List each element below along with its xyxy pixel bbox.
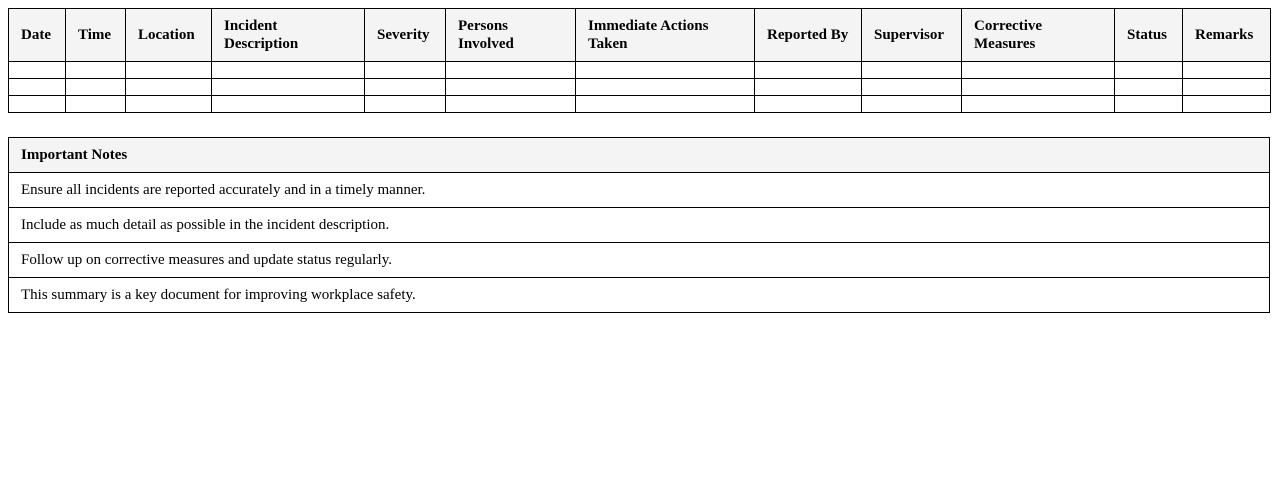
- incident-table: [8, 8, 1271, 113]
- table-cell: [755, 79, 862, 96]
- table-cell: [862, 79, 962, 96]
- table-cell: [755, 62, 862, 79]
- table-cell: [126, 79, 212, 96]
- table-cell: [446, 96, 576, 113]
- table-cell: [962, 96, 1115, 113]
- table-row: [9, 96, 1271, 113]
- table-cell: [1183, 79, 1271, 96]
- table-cell: [212, 96, 365, 113]
- table-cell: [446, 62, 576, 79]
- header-reported-by: Reported By: [755, 9, 862, 62]
- table-cell: [446, 79, 576, 96]
- notes-table: [8, 137, 1270, 313]
- table-cell: [576, 79, 755, 96]
- table-cell: [9, 62, 66, 79]
- header-immediate-actions: Immediate Actions Taken: [576, 9, 755, 62]
- table-cell: [862, 62, 962, 79]
- header-persons-involved: Persons Involved: [446, 9, 576, 62]
- table-cell: [1183, 96, 1271, 113]
- table-cell: [576, 62, 755, 79]
- note-item: This summary is a key document for improving workplace safety.: [9, 278, 1270, 313]
- table-cell: [576, 96, 755, 113]
- table-cell: [66, 62, 126, 79]
- notes-title: Important Notes: [9, 138, 1270, 173]
- table-cell: [66, 96, 126, 113]
- table-cell: [365, 96, 446, 113]
- table-row: [9, 79, 1271, 96]
- table-cell: [126, 62, 212, 79]
- header-incident-description: Incident Description: [212, 9, 365, 62]
- table-cell: [365, 79, 446, 96]
- incident-table-header-row: [9, 9, 1271, 62]
- table-cell: [9, 96, 66, 113]
- header-time: Time: [66, 9, 126, 62]
- note-item: Follow up on corrective measures and update status regularly.: [9, 243, 1270, 278]
- header-corrective-measures: Corrective Measures: [962, 9, 1115, 62]
- table-cell: [365, 62, 446, 79]
- table-cell: [212, 79, 365, 96]
- table-cell: [1115, 62, 1183, 79]
- incident-table-body: [9, 62, 1271, 113]
- note-item: Ensure all incidents are reported accurately and in a timely manner.: [9, 173, 1270, 208]
- table-cell: [962, 79, 1115, 96]
- table-cell: [126, 96, 212, 113]
- header-severity: Severity: [365, 9, 446, 62]
- header-date: Date: [9, 9, 66, 62]
- table-cell: [862, 96, 962, 113]
- page-content: [8, 8, 1270, 313]
- header-location: Location: [126, 9, 212, 62]
- table-cell: [9, 79, 66, 96]
- header-status: Status: [1115, 9, 1183, 62]
- header-remarks: Remarks: [1183, 9, 1271, 62]
- table-cell: [755, 96, 862, 113]
- table-cell: [1115, 79, 1183, 96]
- table-cell: [962, 62, 1115, 79]
- header-supervisor: Supervisor: [862, 9, 962, 62]
- table-cell: [1183, 62, 1271, 79]
- table-cell: [66, 79, 126, 96]
- table-cell: [212, 62, 365, 79]
- table-row: [9, 62, 1271, 79]
- table-cell: [1115, 96, 1183, 113]
- note-item: Include as much detail as possible in the incident description.: [9, 208, 1270, 243]
